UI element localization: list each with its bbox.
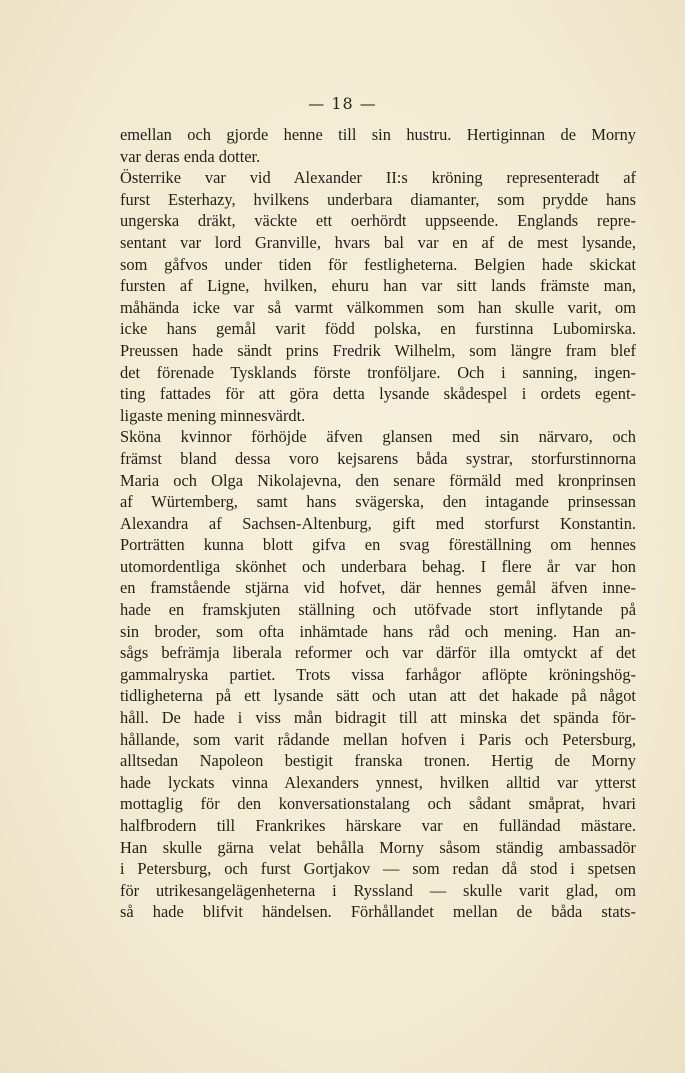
text-line: det förenade Tysklands förste tronföljare. Och i sanning, ingen- [120,362,636,382]
text-line: sentant var lord Granville, hvars bal var en af de mest lysande, [120,232,636,252]
text-line: främst bland dessa voro kejsarens båda systrar, storfurstinnorna [120,448,636,468]
text-line: Österrike var vid Alexander II:s kröning representeradt af [120,168,636,188]
text-line: furst Esterhazy, hvilkens underbara diamanter, som prydde hans [120,189,636,209]
text-line: tidligheterna på ett lysande sätt och utan att det hakade på något [120,686,636,706]
text-line: hade lyckats vinna Alexanders ynnest, hvilken alltid var ytterst [120,772,636,792]
text-line: Han skulle gärna velat behålla Morny såsom ständig ambassadör [120,837,636,857]
text-line: sin broder, som ofta inhämtade hans råd och mening. Han an- [120,621,636,641]
text-line: i Petersburg, och furst Gortjakov — som redan då stod i spetsen [120,859,636,879]
text-line: ting fattades för att göra detta lysande skådespel i ordets egent- [120,384,636,404]
text-line: håll. De hade i viss mån bidragit till att minska det spända för- [120,708,636,728]
text-line: ungerska dräkt, väckte ett oerhördt uppseende. Englands repre- [120,211,636,231]
text-line: Maria och Olga Nikolajevna, den senare förmäld med kronprinsen [120,470,636,490]
text-line: halfbrodern till Frankrikes härskare var en fulländad mästare. [120,816,636,835]
text-line: så hade blifvit händelsen. Förhållandet mellan de båda stats- [120,902,636,922]
text-line: ligaste mening minnesvärdt. [120,405,306,425]
text-line: Alexandra af Sachsen-Altenburg, gift med storfurst Konstantin. [120,513,636,533]
text-line: af Würtemberg, samt hans svägerska, den intagande prinsessan [120,492,636,512]
text-line: Preussen hade sändt prins Fredrik Wilhelm, som längre fram blef [120,340,636,360]
text-line: utomordentliga skönhet och underbara behag. I flere år var hon [120,556,636,576]
text-line: mottaglig för den konversationstalang och sådant småprat, hvari [120,794,636,814]
text-line: emellan och gjorde henne till sin hustru. Hertiginnan de Morny [120,125,636,144]
text-line: för utrikesangelägenheterna i Ryssland — skulle varit glad, om [120,880,636,900]
text-line: alltsedan Napoleon bestigit franska tronen. Hertig de Morny [120,751,636,771]
text-line: icke hans gemål varit född polska, en furstinna Lubomirska. [120,319,636,339]
text-line: en framstående stjärna vid hofvet, där hennes gemål äfven inne- [120,578,636,598]
text-line: Porträtten kunna blott gifva en svag föreställning om hennes [120,535,636,555]
text-line: som gåfvos under tiden för festligheterna. Belgien hade skickat [120,254,636,274]
text-line: måhända icke var så varmt välkommen som han skulle varit, om [120,297,636,317]
text-line: hade en framskjuten ställning och utöfvade stort inflytande på [120,600,636,620]
text-line: var deras enda dotter. [120,146,261,166]
text-line: sågs befrämja liberala reformer och var därför illa omtyckt af det [120,643,636,663]
text-line: fursten af Ligne, hvilken, ehuru han var sitt lands främste man, [120,276,636,296]
text-line: gammalryska partiet. Trots vissa farhågor aflöpte kröningshög- [120,664,636,684]
body-text [120,124,636,923]
page-number: — 18 — [308,94,377,113]
text-line: hållande, som varit rådande mellan hofven i Paris och Petersburg, [120,729,636,749]
text-line: Sköna kvinnor förhöjde äfven glansen med sin närvaro, och [120,427,636,447]
